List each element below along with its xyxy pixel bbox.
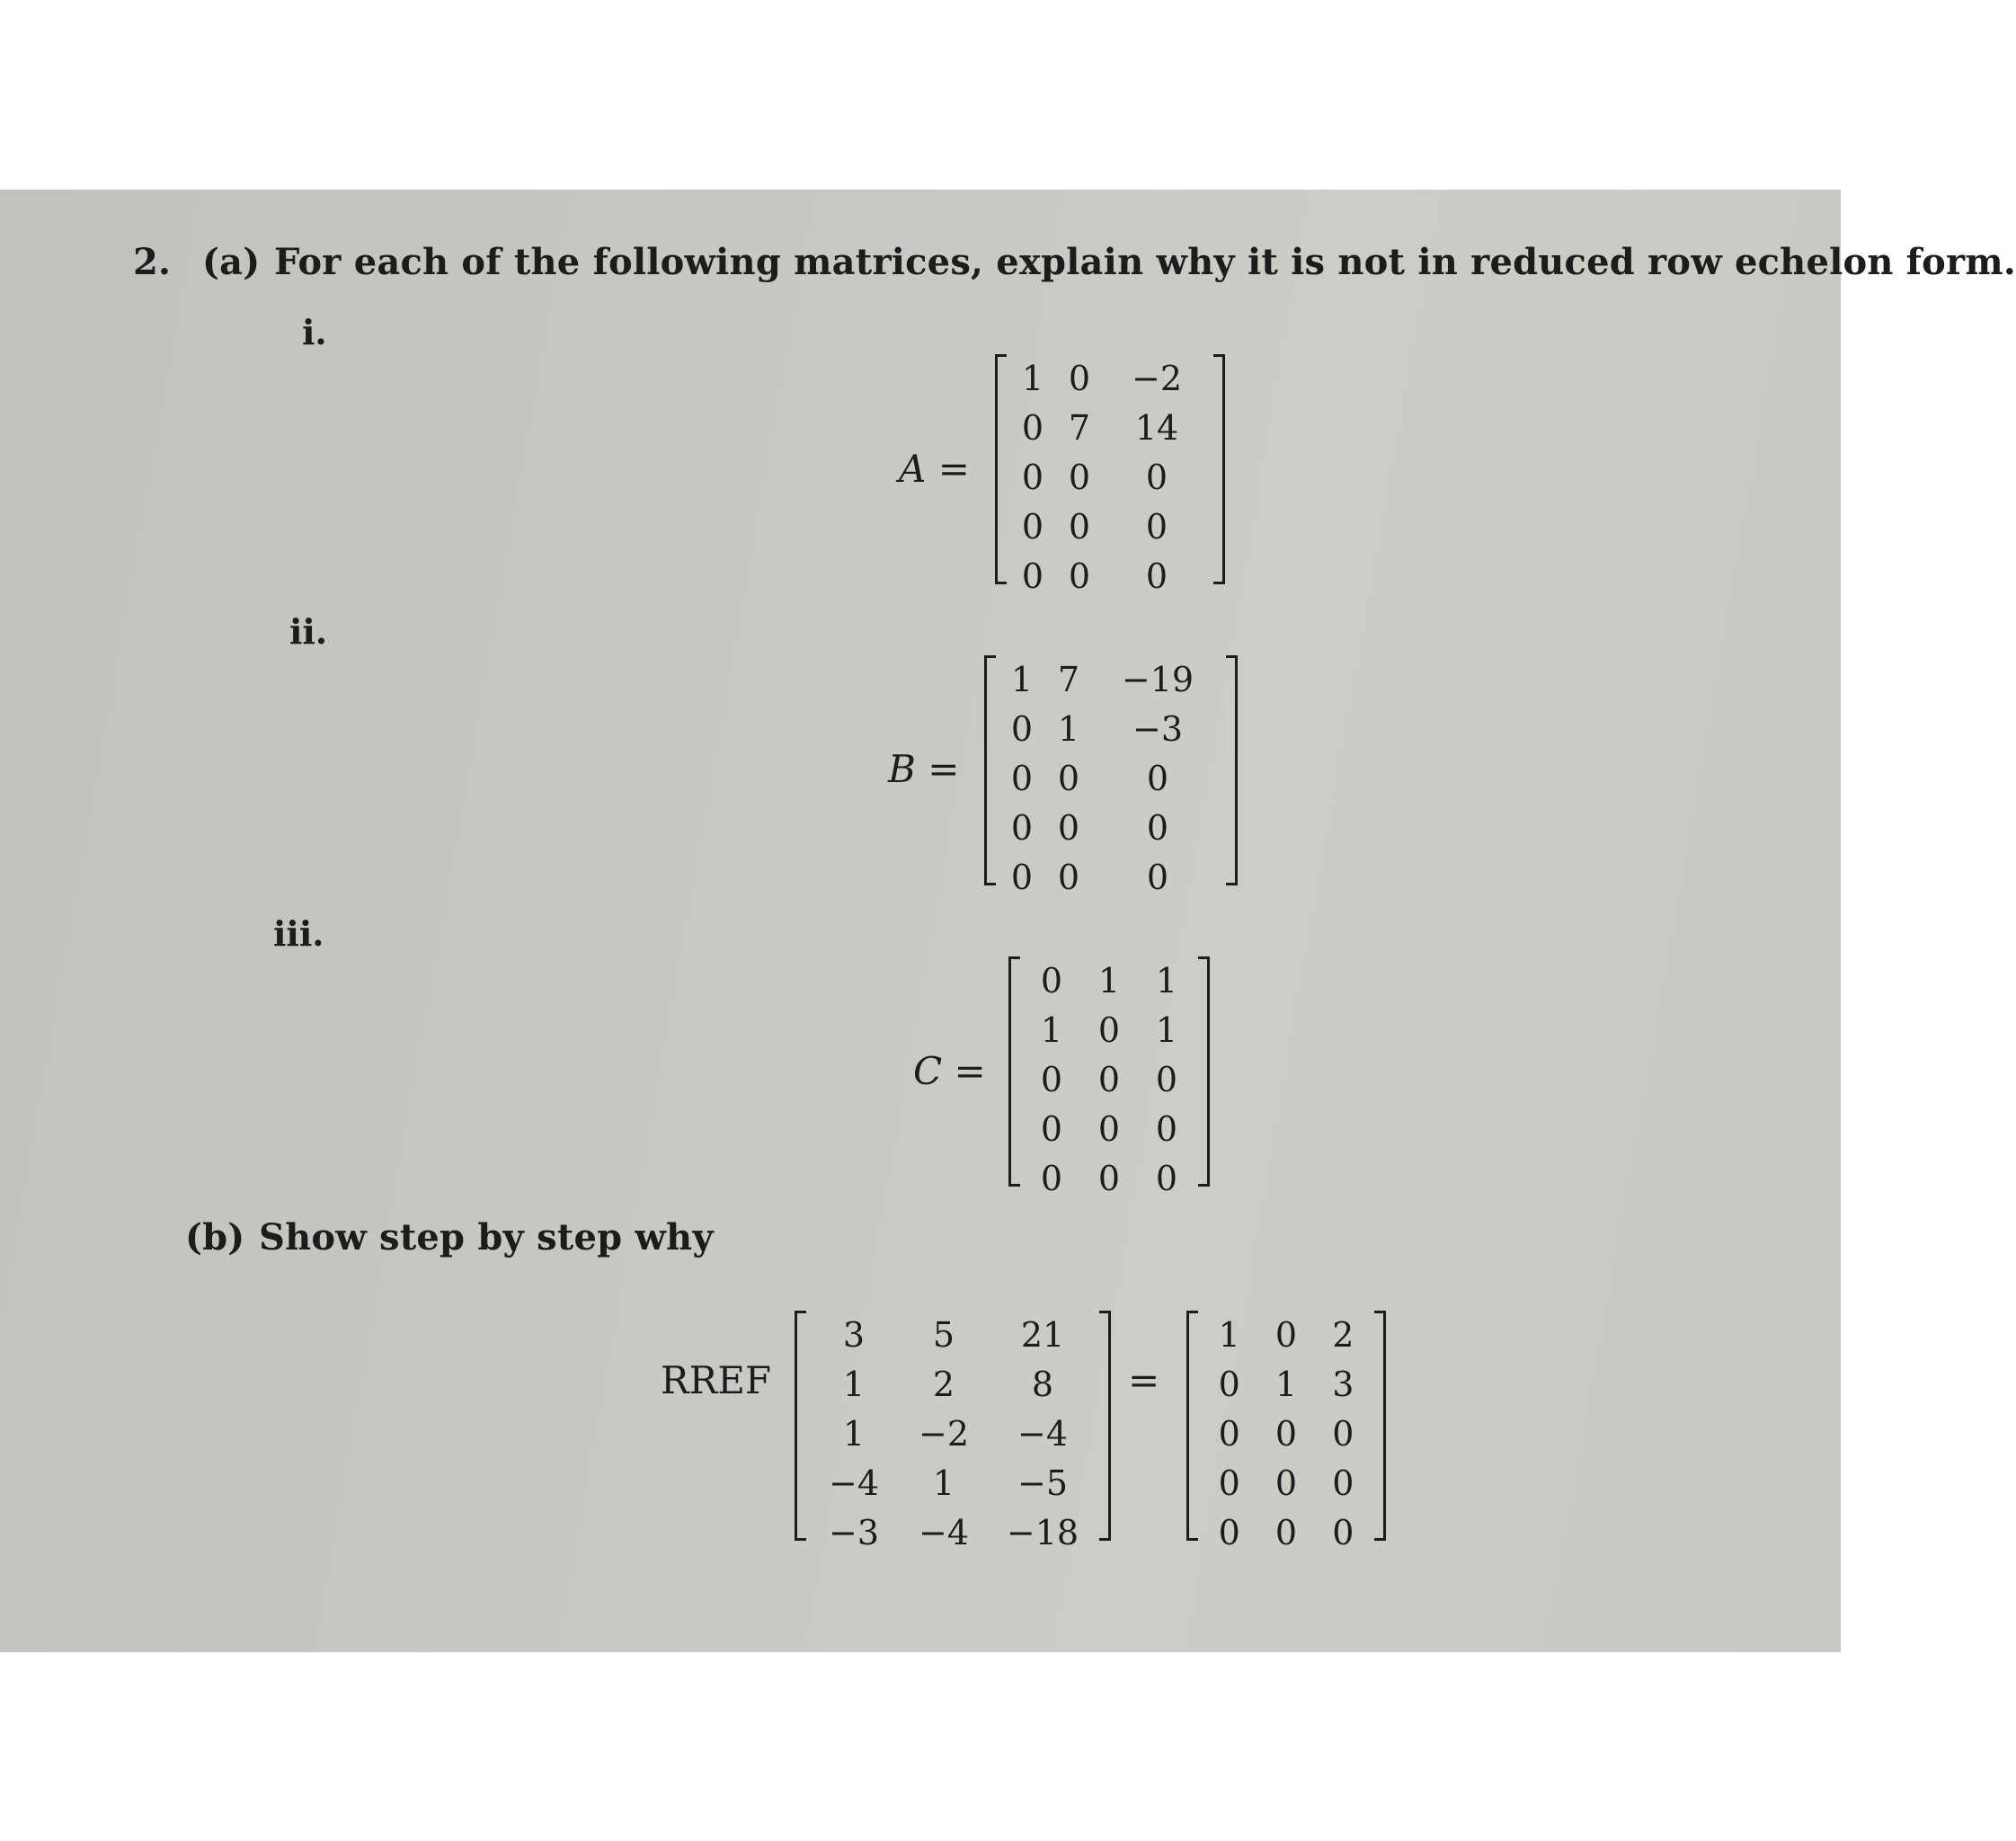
right-bracket [1213, 354, 1225, 584]
matrix-entry: 0 [1021, 408, 1044, 448]
matrix-entry: −4 [1017, 1414, 1069, 1454]
matrix-entry: 0 [1218, 1414, 1240, 1454]
matrix-entry: 7 [1057, 660, 1080, 699]
matrix-b-name: B [888, 747, 916, 791]
matrix-c-label: C = [913, 1049, 986, 1093]
problem-number: 2. [133, 241, 172, 283]
matrix-entry: 1 [1274, 1365, 1298, 1404]
matrix-entry: 1 [842, 1365, 866, 1404]
matrix-entry: 0 [1040, 1159, 1063, 1198]
matrix-entry: 0 [1097, 1010, 1121, 1050]
matrix-entry: 1 [1021, 359, 1044, 398]
matrix-entry: 0 [1021, 458, 1044, 497]
matrix-entry: 0 [1068, 359, 1091, 398]
matrix-entry: 0 [1274, 1513, 1298, 1552]
rref-result-matrix [1186, 1311, 1386, 1552]
right-bracket [1374, 1311, 1386, 1541]
matrix-entry: 1 [932, 1463, 955, 1503]
matrix-entry: 0 [1057, 759, 1080, 798]
left-bracket [1186, 1311, 1198, 1541]
item-numeral-iii: iii. [273, 913, 324, 954]
matrix-entry: 0 [1068, 556, 1091, 596]
matrix-entry: 0 [1010, 808, 1034, 848]
matrix-entry: −2 [1131, 359, 1183, 398]
matrix-entry: 0 [1097, 1109, 1121, 1149]
matrix-entry: 0 [1097, 1060, 1121, 1099]
matrix-entry: 2 [932, 1365, 955, 1404]
matrix-entries [1023, 956, 1195, 1198]
matrix-c-name: C [913, 1049, 943, 1093]
left-bracket [984, 655, 996, 885]
matrix-entry: 1 [1155, 1010, 1178, 1050]
matrix-entries [1201, 1311, 1372, 1552]
matrix-entry: 0 [1332, 1463, 1354, 1503]
matrix-entry: 14 [1134, 408, 1179, 448]
matrix-entry: 1 [1097, 961, 1121, 1001]
matrix-entry: 0 [1010, 858, 1034, 897]
matrix-entry: 5 [932, 1315, 955, 1355]
matrix-entry: 0 [1068, 458, 1091, 497]
matrix-entries [809, 1311, 1097, 1552]
matrix-entry: 1 [1155, 961, 1178, 1001]
matrix-entry: 0 [1155, 1159, 1178, 1198]
matrix-entry: 0 [1010, 759, 1034, 798]
matrix-entry: 0 [1146, 808, 1169, 848]
matrix-entry: −3 [828, 1513, 880, 1552]
matrix-entry: 0 [1218, 1365, 1240, 1404]
matrix-entry: 0 [1146, 759, 1169, 798]
item-numeral-ii: ii. [289, 611, 328, 652]
matrix-entry: −18 [1006, 1513, 1079, 1552]
matrix-entry: 0 [1146, 858, 1169, 897]
matrix-entry: 0 [1021, 556, 1044, 596]
matrix-entry: 1 [1010, 660, 1034, 699]
matrix-entry: 0 [1155, 1109, 1178, 1149]
part-b-label: (b) [185, 1216, 245, 1258]
matrix-entry: −5 [1017, 1463, 1069, 1503]
matrix-entry: −19 [1121, 660, 1195, 699]
matrix-entry: 2 [1332, 1315, 1354, 1355]
matrix-entry: 1 [1040, 1010, 1063, 1050]
matrix-entry: 0 [1274, 1414, 1298, 1454]
matrix-entries [1009, 354, 1211, 596]
matrix-entry: 1 [1218, 1315, 1240, 1355]
matrix-entry: 0 [1057, 808, 1080, 848]
matrix-entry: 0 [1155, 1060, 1178, 1099]
matrix-entry: −2 [918, 1414, 970, 1454]
matrix-entry: 0 [1274, 1463, 1298, 1503]
matrix-a [995, 354, 1225, 596]
left-bracket [1008, 956, 1020, 1187]
part-a-label: (a) [202, 241, 261, 283]
matrix-entry: −4 [918, 1513, 970, 1552]
matrix-entry: 0 [1274, 1315, 1298, 1355]
left-bracket [795, 1311, 806, 1541]
matrix-entry: 0 [1218, 1513, 1240, 1552]
right-bracket [1226, 655, 1238, 885]
matrix-entry: 3 [1332, 1365, 1354, 1404]
right-bracket [1198, 956, 1210, 1187]
left-bracket [995, 354, 1007, 584]
matrix-entry: 0 [1332, 1513, 1354, 1552]
matrix-entry: 8 [1031, 1365, 1054, 1404]
matrix-entry: 0 [1010, 709, 1034, 749]
matrix-b-label: B = [888, 747, 960, 791]
matrix-entry: 0 [1057, 858, 1080, 897]
matrix-entry: 0 [1145, 556, 1168, 596]
matrix-entry: 7 [1068, 408, 1091, 448]
matrix-a-name: A [899, 447, 927, 491]
matrix-entry: 0 [1145, 458, 1168, 497]
matrix-entry: 0 [1068, 507, 1091, 547]
matrix-c [1008, 956, 1210, 1198]
matrix-entry: 0 [1040, 1060, 1063, 1099]
worksheet-photo [0, 190, 2016, 1652]
rref-label: RREF [661, 1358, 772, 1402]
matrix-entry: −4 [828, 1463, 880, 1503]
matrix-entry: 3 [842, 1315, 866, 1355]
matrix-entry: 21 [1020, 1315, 1065, 1355]
part-b-instruction: Show step by step why [259, 1216, 714, 1258]
matrix-entry: 1 [1057, 709, 1080, 749]
matrix-b [984, 655, 1238, 897]
part-a-instruction: For each of the following matrices, explain why it is not in reduced row echelon form. [274, 241, 2016, 283]
matrix-entry: 0 [1040, 1109, 1063, 1149]
right-bracket [1099, 1311, 1111, 1541]
item-numeral-i: i. [302, 312, 327, 352]
equals-sign: = [1128, 1358, 1160, 1402]
matrix-entry: 0 [1021, 507, 1044, 547]
matrix-entry: 0 [1218, 1463, 1240, 1503]
matrix-entries [999, 655, 1223, 897]
matrix-entry: 0 [1332, 1414, 1354, 1454]
matrix-entry: 1 [842, 1414, 866, 1454]
matrix-entry: 0 [1145, 507, 1168, 547]
matrix-entry: 0 [1097, 1159, 1121, 1198]
rref-input-matrix [795, 1311, 1111, 1552]
matrix-a-label: A = [899, 447, 970, 491]
matrix-entry: 0 [1040, 961, 1063, 1001]
matrix-entry: −3 [1132, 709, 1184, 749]
